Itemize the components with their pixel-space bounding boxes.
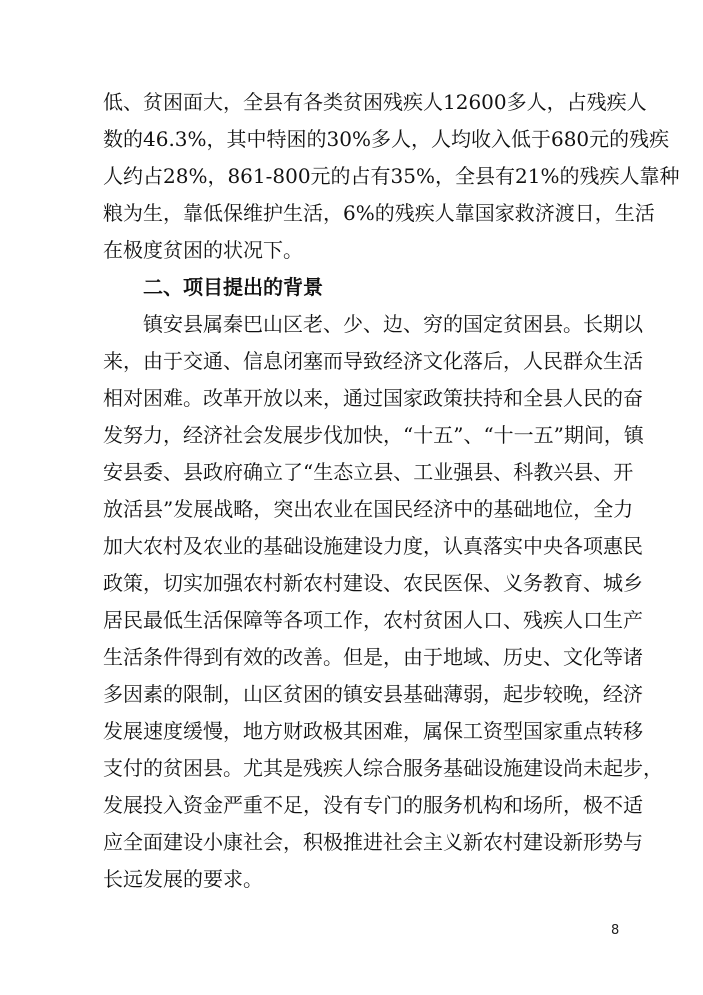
paragraph-1-line-1: 低、贫困面大，全县有各类贫困残疾人12600多人，占残疾人: [103, 90, 647, 114]
paragraph-2-line-11: 多因素的限制，山区贫困的镇安县基础薄弱，起步较晚，经济: [103, 682, 643, 706]
paragraph-2-line-12: 发展速度缓慢，地方财政极其困难，属保工资型国家重点转移: [103, 719, 643, 743]
paragraph-2-line-14: 发展投入资金严重不足，没有专门的服务机构和场所，极不适: [103, 793, 643, 817]
paragraph-2-line-1: 镇安县属秦巴山区老、少、边、穷的国定贫困县。长期以: [143, 312, 643, 336]
paragraph-2-line-5: 安县委、县政府确立了“生态立县、工业强县、科教兴县、开: [103, 460, 634, 484]
section-heading: 二、项目提出的背景: [143, 275, 323, 299]
paragraph-2-line-7: 加大农村及农业的基础设施建设力度，认真落实中央各项惠民: [103, 534, 643, 558]
paragraph-1-line-2: 数的46.3%，其中特困的30%多人，人均收入低于680元的残疾: [103, 127, 670, 151]
paragraph-2-line-6: 放活县”发展战略，突出农业在国民经济中的基础地位，全力: [103, 497, 634, 521]
paragraph-2-line-9: 居民最低生活保障等各项工作，农村贫困人口、残疾人口生产: [103, 608, 643, 632]
paragraph-1-line-5: 在极度贫困的状况下。: [103, 238, 303, 262]
paragraph-2-line-3: 相对困难。改革开放以来，通过国家政策扶持和全县人民的奋: [103, 386, 643, 410]
paragraph-2-line-16: 长远发展的要求。: [103, 867, 263, 891]
paragraph-2-line-2: 来，由于交通、信息闭塞而导致经济文化落后，人民群众生活: [103, 349, 643, 373]
paragraph-2-line-8: 政策，切实加强农村新农村建设、农民医保、义务教育、城乡: [103, 571, 643, 595]
paragraph-1-line-4: 粮为生，靠低保维护生活，6%的残疾人靠国家救济渡日，生活: [103, 201, 655, 225]
document-body: [103, 84, 680, 898]
paragraph-2-line-15: 应全面建设小康社会，积极推进社会主义新农村建设新形势与: [103, 830, 643, 854]
paragraph-1-line-3: 人约占28%，861-800元的占有35%，全县有21%的残疾人靠种: [103, 164, 680, 188]
paragraph-2-line-4: 发努力，经济社会发展步伐加快，“十五”、“十一五”期间，镇: [103, 423, 644, 447]
page-number: 8: [611, 923, 620, 938]
paragraph-2-line-10: 生活条件得到有效的改善。但是，由于地域、历史、文化等诸: [103, 645, 643, 669]
paragraph-2-line-13: 支付的贫困县。尤其是残疾人综合服务基础设施建设尚未起步，: [103, 756, 663, 780]
